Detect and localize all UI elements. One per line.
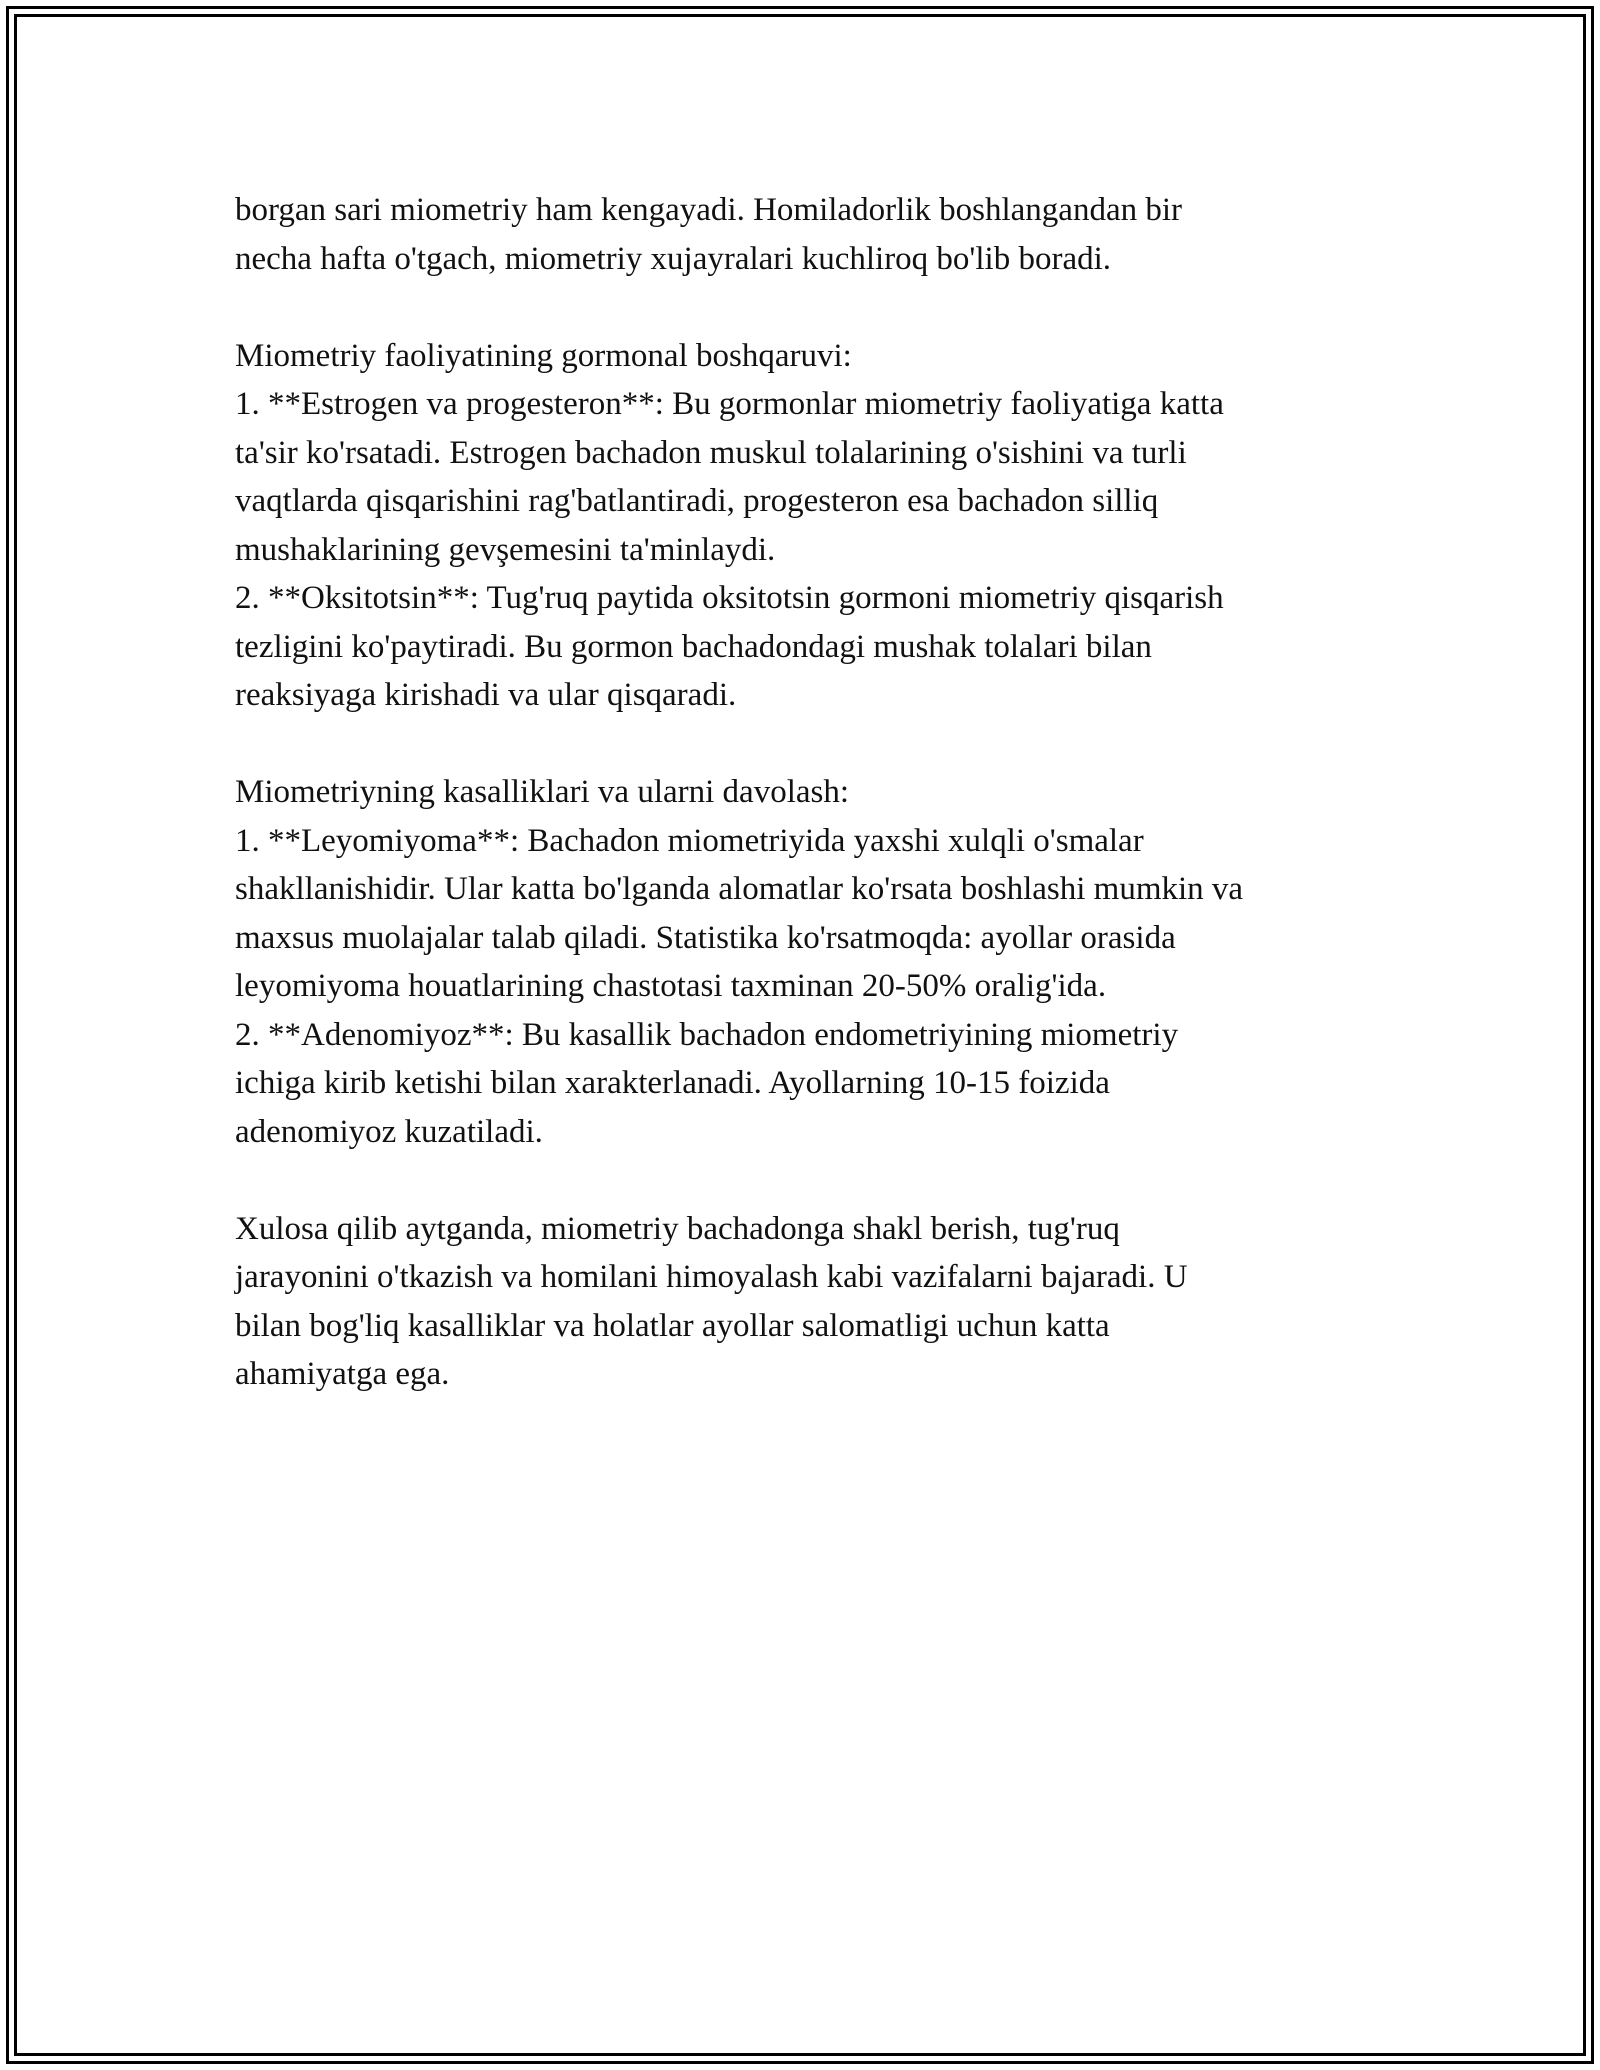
text-line: ahamiyatga ega. xyxy=(235,1356,450,1392)
text-line: ta'sir ko'rsatadi. Estrogen bachadon muskul tolalarining o'sishini va turli xyxy=(235,434,1187,471)
paragraph-gap xyxy=(235,283,1370,332)
text-line: 1. **Estrogen va progesteron**: Bu gormonlar miometriy faoliyatiga katta xyxy=(235,386,1224,422)
paragraph-diseases xyxy=(235,768,1370,1156)
paragraph-intro xyxy=(235,186,1370,283)
text-line: leyomiyoma houatlarining chastotasi taxminan 20-50% oralig'ida. xyxy=(235,968,1107,1004)
paragraph-hormonal-regulation xyxy=(235,332,1370,720)
text-line: 2. **Oksitotsin**: Tug'ruq paytida oksitotsin gormoni miometriy qisqarish xyxy=(235,580,1224,616)
text-line: mushaklarining gevşemesini ta'minlaydi. xyxy=(235,531,776,568)
paragraph-gap xyxy=(235,720,1370,769)
text-line: bilan bog'liq kasalliklar va holatlar ayollar salomatligi uchun katta xyxy=(235,1307,1110,1344)
text-line: necha hafta o'tgach, miometriy xujayralari kuchliroq bo'lib boradi. xyxy=(235,240,1112,277)
text-line: Xulosa qilib aytganda, miometriy bachadonga shakl berish, tug'ruq xyxy=(235,1210,1120,1247)
paragraph-conclusion xyxy=(235,1205,1370,1399)
text-line: ichiga kirib ketishi bilan xarakterlanadi. Ayollarning 10-15 foizida xyxy=(235,1065,1110,1101)
text-line: vaqtlarda qisqarishini rag'batlantiradi, progesteron esa bachadon silliq xyxy=(235,483,1159,519)
document-body xyxy=(235,186,1370,1399)
text-line: jarayonini o'tkazish va homilani himoyalash kabi vazifalarni bajaradi. U xyxy=(235,1259,1188,1295)
text-line: 2. **Adenomiyoz**: Bu kasallik bachadon endometriyining miometriy xyxy=(235,1016,1179,1053)
text-line: reaksiyaga kirishadi va ular qisqaradi. xyxy=(235,677,737,713)
paragraph-gap xyxy=(235,1156,1370,1205)
text-line: tezligini ko'paytiradi. Bu gormon bachadondagi mushak tolalari bilan xyxy=(235,628,1152,665)
section-heading: Miometriy faoliyatining gormonal boshqaruvi: xyxy=(235,337,852,374)
text-line: adenomiyoz kuzatiladi. xyxy=(235,1113,543,1150)
section-heading: Miometriyning kasalliklari va ularni davolash: xyxy=(235,774,850,810)
text-line: shakllanishidir. Ular katta bo'lganda alomatlar ko'rsata boshlashi mumkin va xyxy=(235,871,1244,907)
text-line: 1. **Leyomiyoma**: Bachadon miometriyida yaxshi xulqli o'smalar xyxy=(235,822,1144,859)
text-line: borgan sari miometriy ham kengayadi. Homiladorlik boshlangandan bir xyxy=(235,192,1183,228)
text-line: maxsus muolajalar talab qiladi. Statistika ko'rsatmoqda: ayollar orasida xyxy=(235,919,1176,956)
